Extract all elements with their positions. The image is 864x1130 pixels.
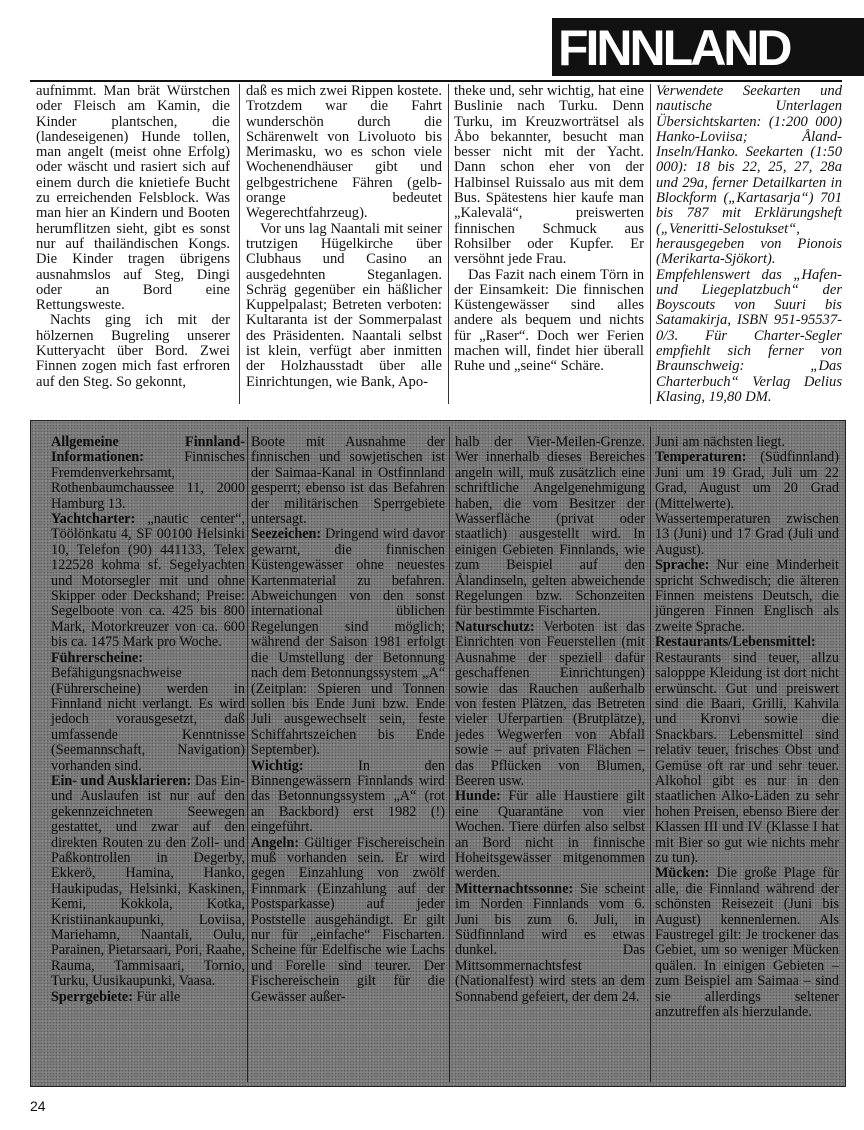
- paragraph: Das Fazit nach einem Törn in der Einsamkeit: Die finnischen Küstengewässer sind alles andere als bequem und nichts für „Raser“. Doch wer Ferien machen will, findet hier überall Ruhe und „seine“ Schäre.: [454, 266, 644, 375]
- paragraph: theke und, sehr wichtig, hat eine Buslinie nach Turku. Denn Turku, im Kreuzworträtsel als Åbo bekannter, besucht man besser nicht mit der Yacht. Dann schon eher von der Halbinsel Ruissalo aus mit dem Bus. Spätestens hier kaufe man „Kalevalä“, preiswerten finnischen Schmuck aus Rohsilber oder Kupfer. Er versöhnt jede Frau.: [454, 83, 644, 268]
- column-divider: [247, 427, 248, 1082]
- info-heading: Allgemeine Finnland-Informationen:: [51, 434, 245, 466]
- paragraph: daß es mich zwei Rippen kostete. Trotzdem war die Fahrt wunderschön durch die Schärenwelt von Livoluoto bis Merimasku, wo es schon viele Wochenendhäuser gibt und gelbgestrichene Fähren (gelb-orange bedeutet Wegerechtfahrzeug).: [246, 83, 442, 222]
- info-text: Nur eine Minderheit spricht Schwedisch; die älteren Finnen meistens Deutsch, die jüngeren Finnen Englisch als zweite Sprache.: [655, 557, 839, 635]
- article-column-2: [246, 84, 442, 390]
- section-title: FINNLAND: [558, 20, 790, 76]
- info-text: (Südfinnland) Juni um 19 Grad, Juli um 22 Grad, August um 20 Grad (Mittelwerte). Wassertemperaturen zwischen 13 (Juni) und 17 Grad (Juli und August).: [655, 449, 839, 558]
- info-column-2: [251, 435, 445, 1005]
- info-text: Gültiger Fischereischein muß vorhanden sein. Er wird gegen Einzahlung von zwölf Finnmark (Einzahlung auf der Postsparkasse) auf jeder Poststelle ausgehändigt. Er gilt nur für „einfache“ Fischarten. Scheine für Edelfische wie Lachs und Forelle sind teurer. Der Fischereischein gilt für die Gewässer außer-: [251, 834, 445, 1005]
- info-column-3: [455, 435, 645, 1005]
- info-heading: Angeln:: [251, 834, 300, 851]
- info-text: Für alle Haustiere gilt eine Quarantäne von vier Wochen. Tiere dürfen also selbst an Bord nicht in finnische Hoheitsgewässer mitgenommen werden.: [455, 788, 645, 882]
- sources-text: Verwendete Seekarten und nautische Unterlagen Übersichtskarten: (1:200 000) Hanko-Loviisa; Åland-Inseln/Hanko. Seekarten (1:50 000): 18 bis 22, 25, 27, 28a und 29a, ferner Detailkarten in Blockform („Kartasarja“) 701 bis 787 mit Erklärungsheft („Veneritti-Selostukset“, herausgegeben von Pionois (Merikarta-Sjökort). Empfehlenswert das „Hafen- und Liegeplatzbuch“ der Boyscouts von Suuri bis Satamakirja, ISBN 951-95537-0/3. Für Charter-Segler empfiehlt sich ferner von Braunschweig: „Das Charterbuch“ Verlag Delius Klasing, 19,80 DM.: [656, 83, 842, 405]
- info-text: Die große Plage für alle, die Finnland während der schönsten Reisezeit (Juni bis August) kennenlernen. Als Faustregel gilt: Je trockener das Gebiet, um so weniger Mücken quälen. In einigen Gebieten – zum Beispiel am Saimaa – sind sie allerdings seltener anzutreffen als hierzulande.: [655, 865, 839, 1021]
- info-text: Das Ein- und Auslaufen ist nur auf den gekennzeichneten Seewegen gestattet, und zwar auf den direkten Routen zu den Zoll- und Paßkontrollen in Degerby, Ekkerö, Hamina, Hanko, Haukipudas, Helsinki, Kaskinen, Kemi, Kokkola, Kotka, Kristiinankaupunki, Loviisa, Mariehamn, Naantali, Oulu, Parainen, Pietarsaari, Pori, Raahe, Rauma, Tammisaari, Tornio, Turku, Uusikaupunki, Vaasa.: [51, 772, 245, 990]
- info-box: [30, 420, 846, 1087]
- info-text: Juni am nächsten liegt.: [655, 434, 786, 450]
- article-column-1: [36, 84, 230, 390]
- column-divider: [449, 427, 450, 1082]
- info-text: Für alle: [132, 988, 181, 1005]
- info-heading: Ein- und Ausklarieren:: [51, 772, 192, 789]
- paragraph: aufnimmt. Man brät Würstchen oder Fleisch am Kamin, die Kinder plantschen, die (landeseigenen) Hunde tollen, man angelt (meist ohne Erfolg) oder wäscht und rasiert sich auf einem durch die knietiefe Bucht zu erreichenden Felsblock. Was man hier an Kindern und Booten herumflitzen sieht, gibt es sonst nur auf thailändischen Kongs. Die Kinder tragen übrigens ausnahmslos auf Steg, Dingi oder an Bord eine Rettungsweste.: [36, 83, 230, 314]
- info-column-4: [655, 435, 839, 1020]
- column-divider: [448, 84, 449, 404]
- info-text: Restaurants sind teuer, allzu salopppe Kleidung ist dort nicht erwünscht. Gut und preiswert sind die Baari, Grilli, Kahvila und Kronvi sowie die Snackbars. Lebensmittel sind relativ teuer, frisches Obst und Gemüse oft rar und sehr teuer. Alkohol gibt es nur in den staatlichen Alko-Läden zu sehr hohen Preisen, ebenso Biere der Klassen III und IV (Klasse I hat mit Bier so gut wie nichts mehr zu tun).: [655, 649, 839, 866]
- info-text: Boote mit Ausnahme der finnischen und sowjetischen ist der Saimaa-Kanal in Ostfinnland gesperrt; ebenso ist das Befahren der militärischen Sperrgebiete untersagt.: [251, 434, 445, 528]
- info-heading: Yachtcharter:: [51, 511, 136, 528]
- info-heading: Sprache:: [655, 557, 710, 574]
- info-text: Finnisches Fremdenverkehrsamt, Rothenbaumchaussee 11, 2000 Hamburg 13.: [51, 449, 245, 512]
- info-heading: Restaurants/Lebensmittel:: [655, 634, 816, 651]
- info-text: halb der Vier-Meilen-Grenze. Wer innerhalb dieses Bereiches angeln will, muß zusätzlich eine schriftliche Angelgenehmigung haben, die vom Besitzer der Wasserfläche (privat oder staatlich) ausgestellt wird. In einigen Gebieten Finnlands, wie zum Beispiel auf den Ålandinseln, gelten abweichende Regelungen bzw. Schonzeiten für bestimmte Fischarten.: [455, 434, 645, 620]
- column-divider: [650, 84, 651, 404]
- info-heading: Sperrgebiete:: [51, 988, 133, 1005]
- column-divider: [239, 84, 240, 404]
- paragraph: Nachts ging ich mit der hölzernen Bugreling unserer Kutteryacht über Bord. Zwei Finnen zogen mich fast erfroren auf den Steg. So gekonnt,: [36, 312, 230, 390]
- article-column-3: [454, 84, 644, 375]
- info-text: Sie scheint im Norden Finnlands vom 6. Juni bis zum 6. Juli, in Südfinnland wird es etwas dunkel. Das Mittsommernachtsfest (Nationalfest) wird stets an dem Sonnabend gefeiert, der dem 24.: [455, 880, 645, 1005]
- page-number: 24: [30, 1098, 46, 1114]
- top-rule: [30, 80, 842, 82]
- info-heading: Seezeichen:: [251, 526, 322, 543]
- info-text: In den Binnengewässern Finnlands wird das Betonnungssystem „A“ (rot an Backbord) erst 1982 (!) eingeführt.: [251, 757, 445, 836]
- info-text: Verboten ist das Einrichten von Feuerstellen (mit Ausnahme der speziell dafür geschaffenen Einrichtungen) sowie das Rauchen außerhalb von festen Plätzen, das Betreten vieler Uferpartien (Brutplätze), jedes Wegwerfen von Abfall sowie – auf privaten Flächen – das Pflücken von Blumen, Beeren usw.: [455, 618, 645, 789]
- column-divider: [650, 427, 651, 1082]
- info-heading: Mitternachtssonne:: [455, 880, 574, 897]
- paragraph: Vor uns lag Naantali mit seiner trutzigen Hügelkirche über Clubhaus und Casino an ausgedehnten Steganlagen. Schräg gegenüber ein häßlicher Kuppelpalast; Betreten verboten: Kultaranta ist der Sommerpalast des Präsidenten. Naantali selbst ist klein, verfügt aber inmitten der Holzhausstadt über alle Einrichtungen, wie Bank, Apo-: [246, 220, 442, 390]
- info-heading: Wichtig:: [251, 757, 304, 774]
- info-heading: Hunde:: [455, 788, 501, 805]
- info-heading: Führerscheine:: [51, 649, 143, 666]
- info-heading: Mücken:: [655, 865, 710, 882]
- info-column-1: [51, 435, 245, 1005]
- info-heading: Naturschutz:: [455, 618, 535, 635]
- info-text: „nautic center“, Töölönkatu 4, SF 00100 Helsinki 10, Telefon (90) 441133, Telex 122528 kohma sf. Segelyachten und Motorsegler mit und ohne Skipper oder Deckshand; Preise: Segelboote von ca. 425 bis 800 Mark, Motorkreuzer von ca. 600 bis ca. 1475 Mark pro Woche.: [51, 511, 245, 651]
- info-heading: Temperaturen:: [655, 449, 747, 466]
- sidebar-sources: [656, 84, 842, 405]
- info-text: Befähigungsnachweise (Führerscheine) werden in Finnland nicht verlangt. Es wird jedoch vorausgesetzt, daß umfassende Kenntnisse (Seemannschaft, Navigation) vorhanden sind.: [51, 665, 245, 774]
- info-text: Dringend wird davor gewarnt, die finnischen Küstengewässer ohne neuestes Kartenmaterial zu befahren. Abweichungen von den sonst international üblichen Regelungen sind möglich; während der Saison 1981 erfolgt die Umstellung der Betonnung nach dem Betonnungssystem „A“ (Zeitplan: Spieren und Tonnen sollen bis Ende Juni bzw. Ende Juli ausgewechselt sein, feste Schiffahrtszeichen bis Ende September).: [251, 526, 445, 759]
